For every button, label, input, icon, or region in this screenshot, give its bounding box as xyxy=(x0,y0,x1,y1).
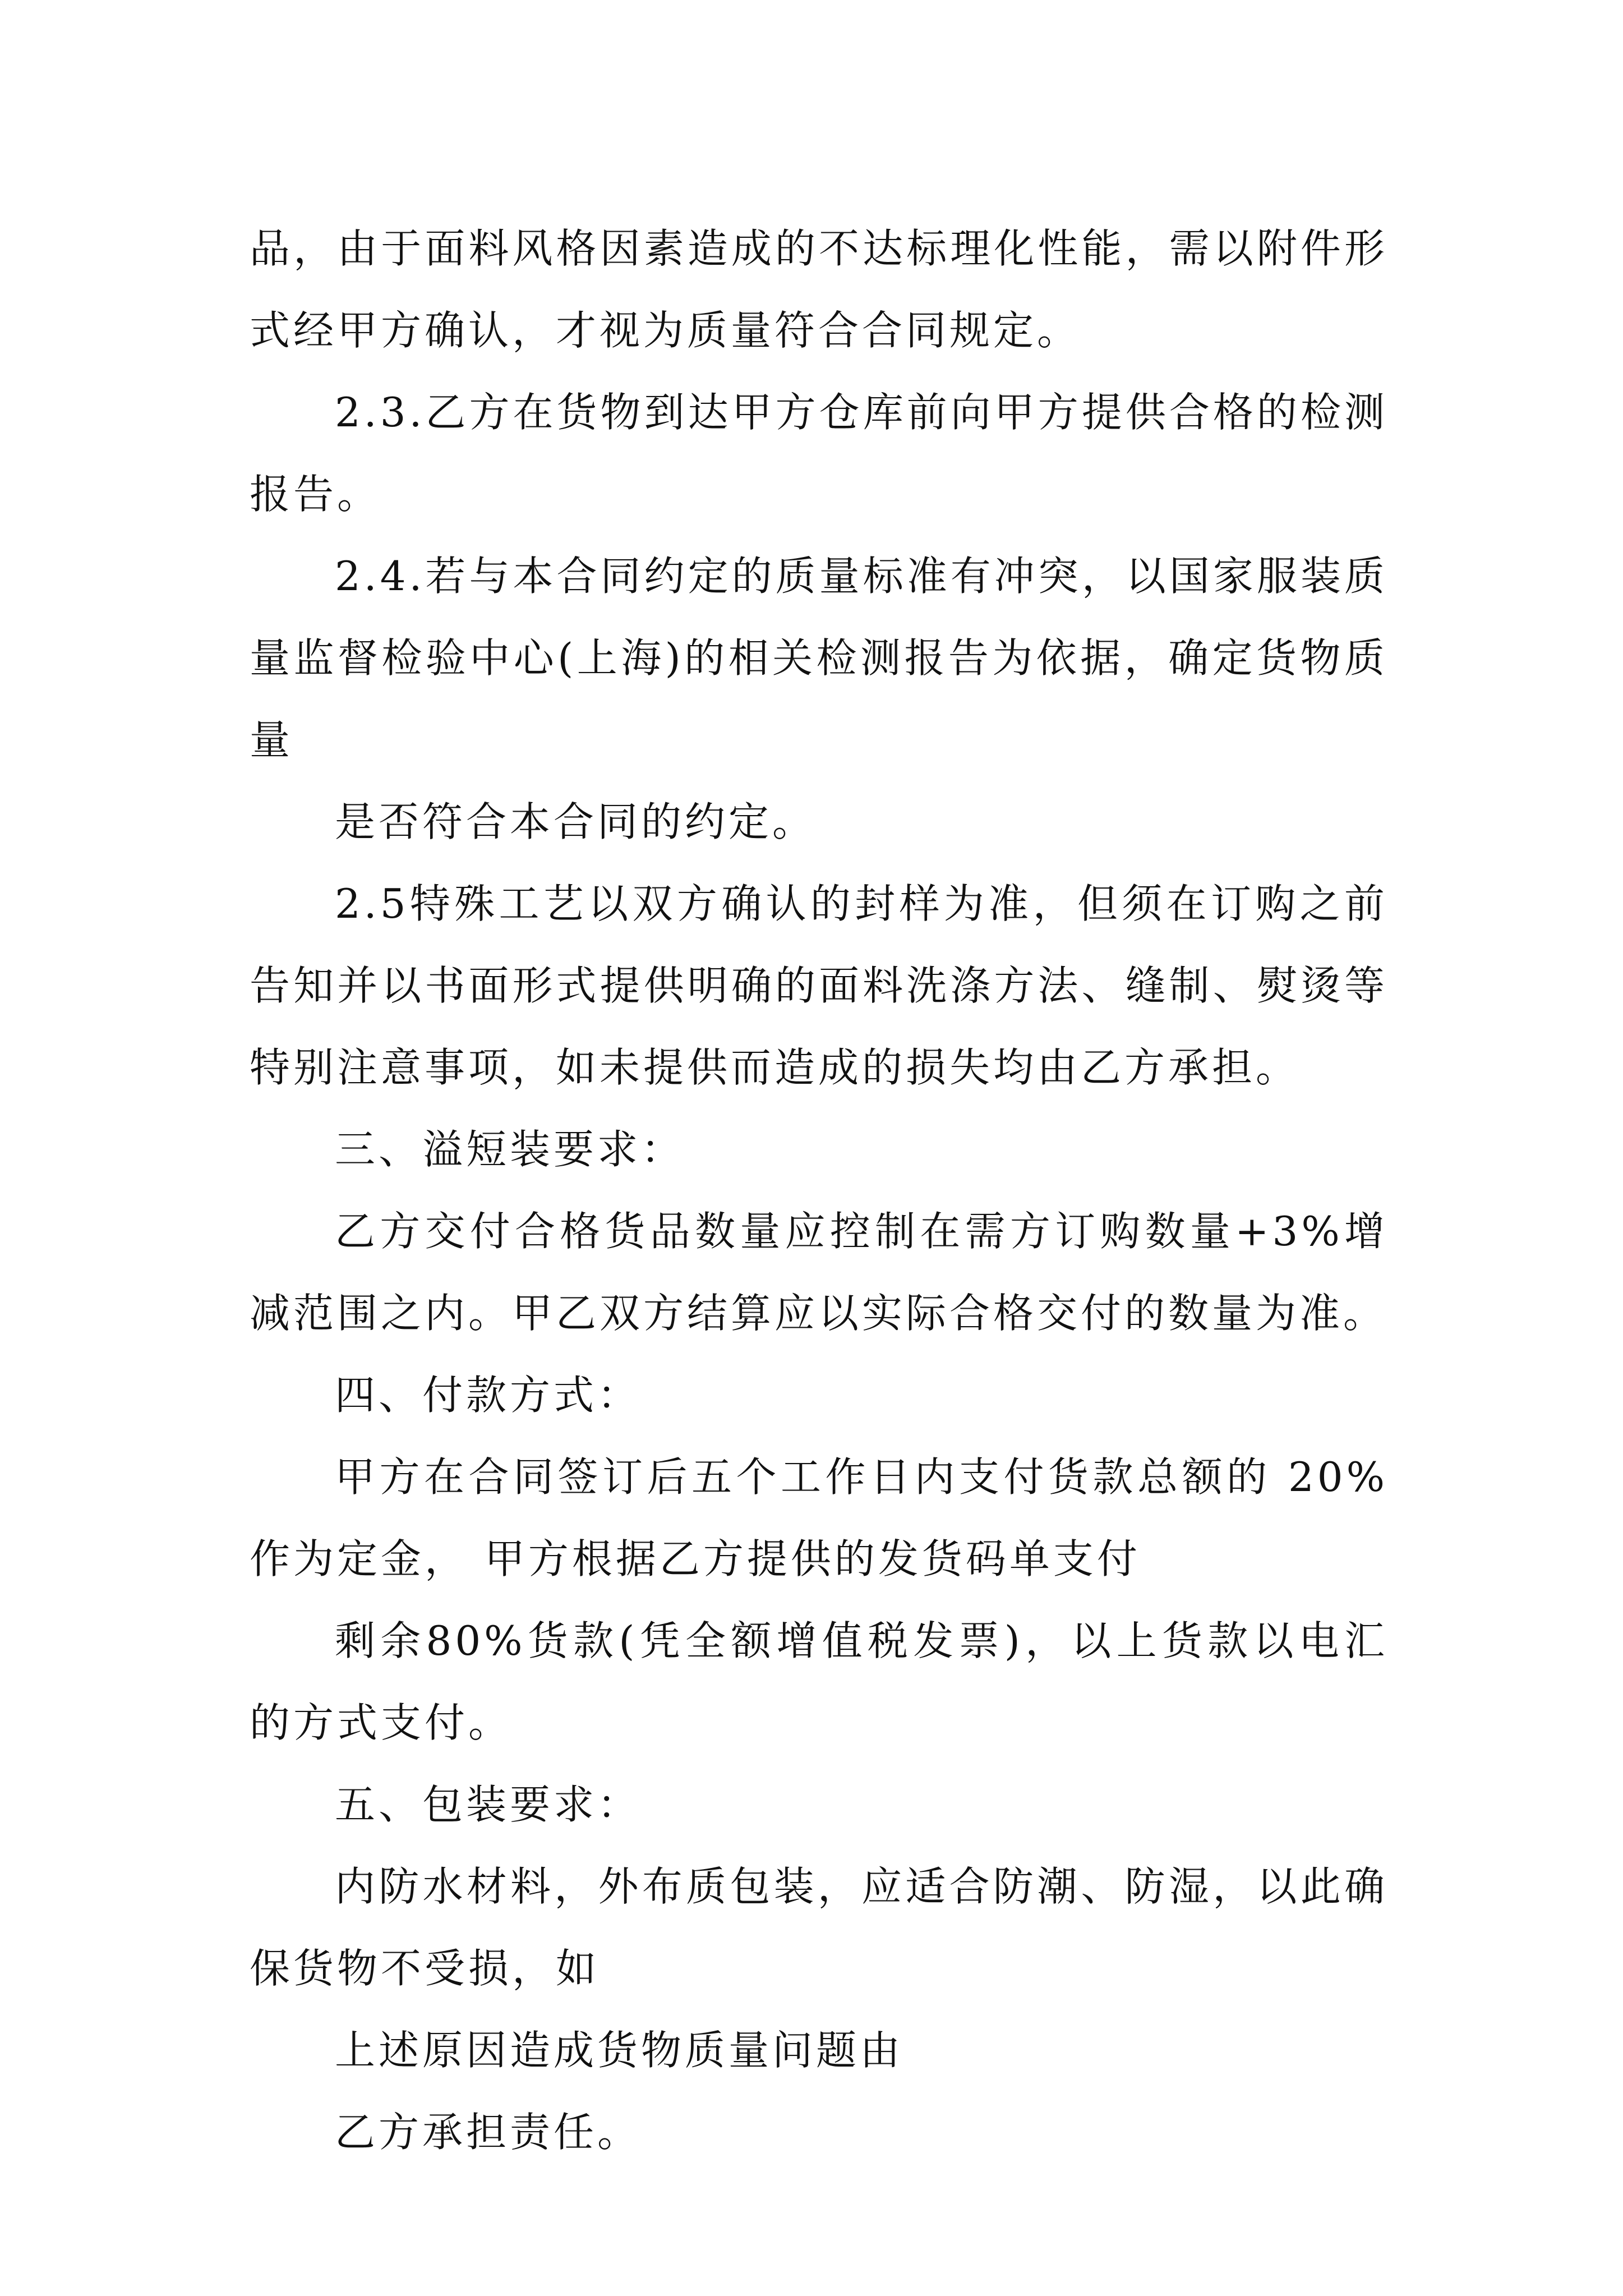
paragraph-deposit: 甲方在合同签订后五个工作日内支付货款总额的 20%作为定金， 甲方根据乙方提供的发货码单支付 xyxy=(250,1453,1388,1582)
paragraph-packaging-liability: 乙方承担责任。 xyxy=(335,2109,642,2156)
paragraph-2-3-test-report: 2.3.乙方在货物到达甲方仓库前向甲方提供合格的检测报告。 xyxy=(250,389,1388,518)
paragraph-packaging-cause: 上述原因造成货物质量问题由 xyxy=(335,2027,904,2074)
heading-section-5: 五、包装要求： xyxy=(335,1781,642,1828)
paragraph-packaging: 内防水材料，外布质包装，应适合防潮、防湿，以此确保货物不受损，如 xyxy=(250,1863,1388,1992)
document-body xyxy=(250,208,1388,2173)
paragraph-quantity-tolerance: 乙方交付合格货品数量应控制在需方订购数量+3%增减范围之内。甲乙双方结算应以实际合格交付的数量为准。 xyxy=(250,1208,1388,1337)
paragraph-2-5-special-process: 2.5特殊工艺以双方确认的封样为准，但须在订购之前告知并以书面形式提供明确的面料洗涤方法、缝制、熨烫等特别注意事项，如未提供而造成的损失均由乙方承担。 xyxy=(250,880,1388,1091)
paragraph-quality-style: 品，由于面料风格因素造成的不达标理化性能，需以附件形式经甲方确认，才视为质量符合合同规定。 xyxy=(250,225,1388,354)
heading-section-3: 三、溢短装要求： xyxy=(335,1126,685,1173)
paragraph-2-4-quality-conflict: 2.4.若与本合同约定的质量标准有冲突，以国家服装质量监督检验中心(上海)的相关检测报告为依据，确定货物质量 xyxy=(250,553,1388,763)
paragraph-2-4-continued: 是否符合本合同的约定。 xyxy=(335,798,817,845)
heading-section-4: 四、付款方式： xyxy=(335,1372,642,1419)
paragraph-balance-payment: 剩余80%货款(凭全额增值税发票)，以上货款以电汇的方式支付。 xyxy=(250,1617,1388,1746)
